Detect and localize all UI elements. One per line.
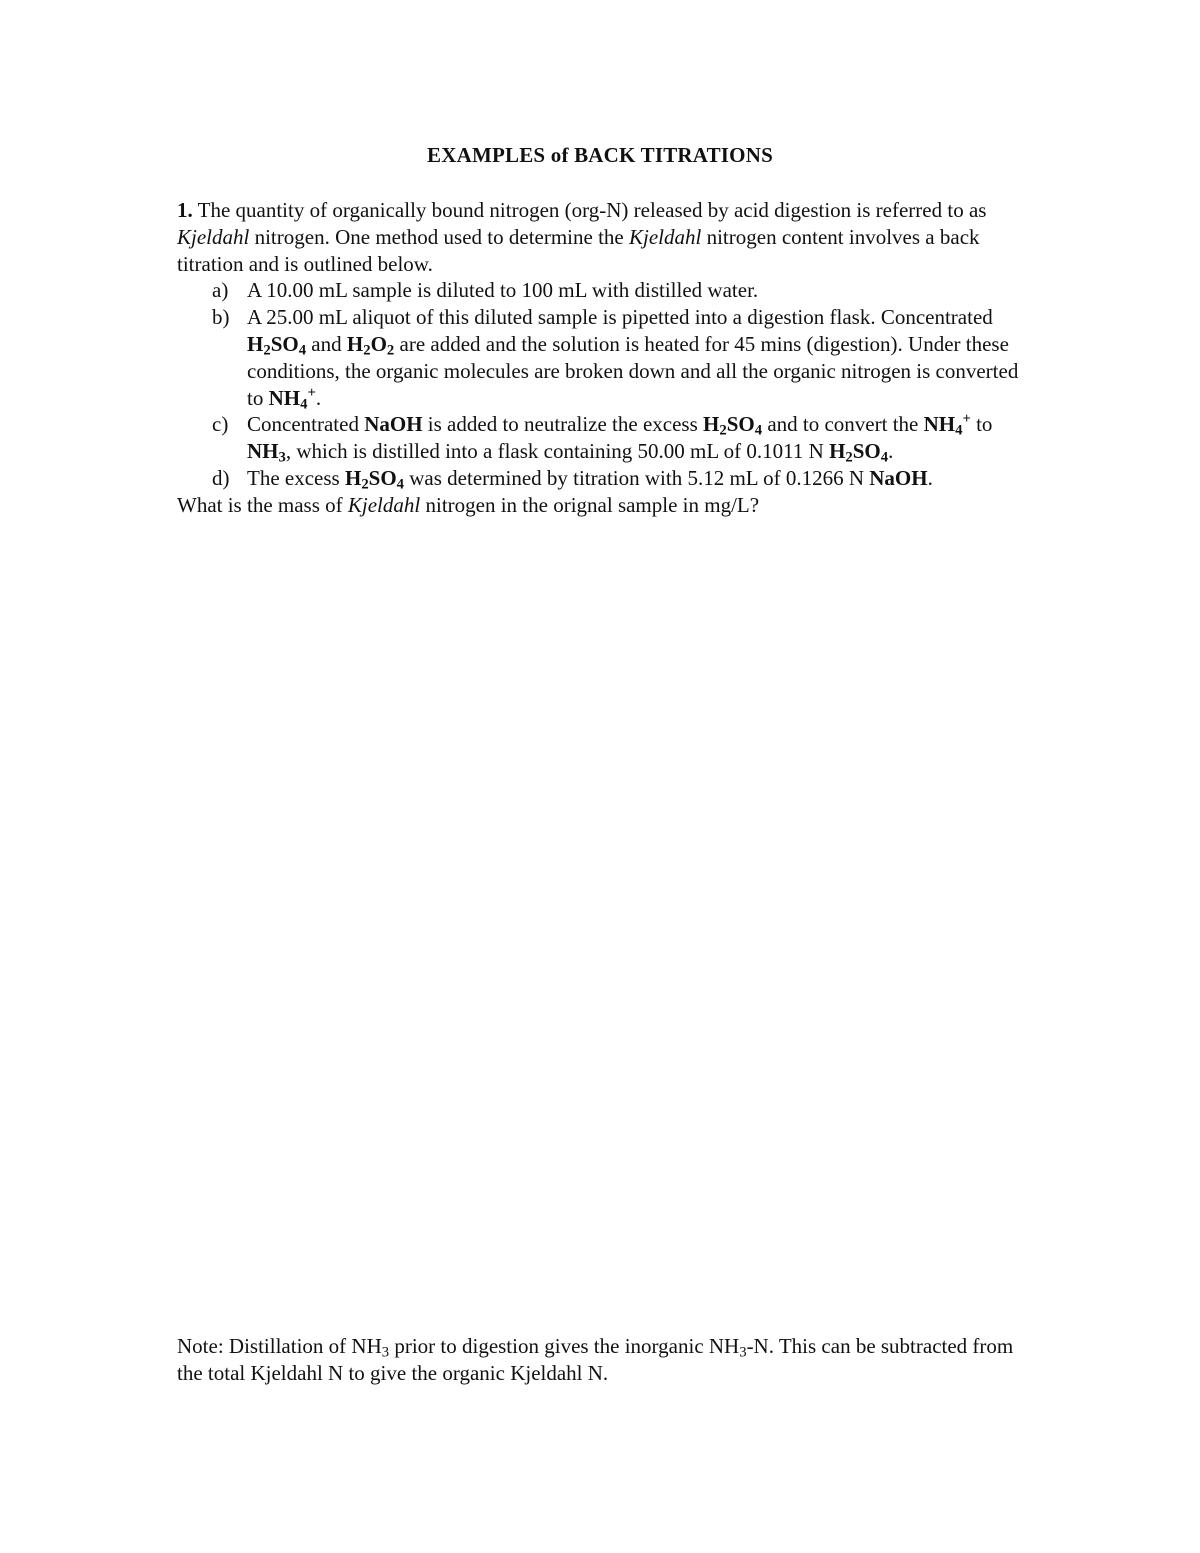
step-label: d): [212, 465, 230, 490]
problem-number: 1.: [177, 198, 193, 222]
problem-question: What is the mass of Kjeldahl nitrogen in the orignal sample in mg/L?: [177, 492, 760, 517]
step-label: a): [212, 278, 229, 303]
formula-h2so4: $H_2SO_4$: [344, 465, 405, 493]
formula-nh4: $NH_4^+$: [268, 384, 316, 413]
kjeldahl-term: Kjeldahl: [347, 492, 421, 517]
note-paragraph: Note: Distillation of $NH_3$ prior to digestion gives the inorganic $NH_3-N$. This can be subtracted from the total Kjeldahl N to give the organic Kjeldahl N.: [177, 1334, 1014, 1385]
step-label: c): [212, 412, 229, 437]
formula-naoh: NaOH: [869, 465, 928, 490]
step-label: b): [212, 305, 230, 330]
formula-nh4: $NH_4^+$: [923, 411, 971, 440]
kjeldahl-term: Kjeldahl: [177, 224, 250, 249]
page-title: EXAMPLES of BACK TITRATIONS: [427, 143, 773, 167]
step-c: c) Concentrated NaOH is added to neutralize the excess $H_2SO_4$ and to convert the $NH_4^+$ to $NH_3$, which is distilled into a flask containing 50.00 mL of 0.1011 N $H_2SO_4$.: [212, 411, 993, 466]
procedure-steps: [177, 277, 1037, 491]
problem-intro: 1. The quantity of organically bound nitrogen (org-N) released by acid digestion is referred to as Kjeldahl nitrogen. One method used to determine the Kjeldahl nitrogen content involves a back titration and is outlined below.: [177, 198, 987, 276]
step-d: d) The excess $H_2SO_4$ was determined by titration with 5.12 mL of 0.1266 N NaOH.: [212, 465, 933, 493]
formula-h2so4: $H_2SO_4$: [703, 412, 763, 440]
formula-nh3: $NH_3$: [247, 439, 286, 466]
formula-naoh: NaOH: [364, 412, 423, 437]
formula-h2o2: $H_2O_2$: [346, 331, 395, 359]
formula-h2so4: $H_2SO_4$: [247, 331, 307, 359]
formula-h2so4: $H_2SO_4$: [829, 439, 889, 466]
step-a: a) A 10.00 mL sample is diluted to 100 mL with distilled water.: [212, 278, 759, 303]
kjeldahl-term: Kjeldahl: [629, 224, 702, 249]
problem-1: [177, 197, 1037, 519]
step-b: b) A 25.00 mL aliquot of this diluted sample is pipetted into a digestion flask. Concentrated $H_2SO_4$ and $H_2O_2$ are added and the solution is heated for 45 mins (digestion). Under these conditions, the organic molecules are broken down and all the organic nitrogen is converted to $NH_4^+$.: [212, 305, 1019, 413]
